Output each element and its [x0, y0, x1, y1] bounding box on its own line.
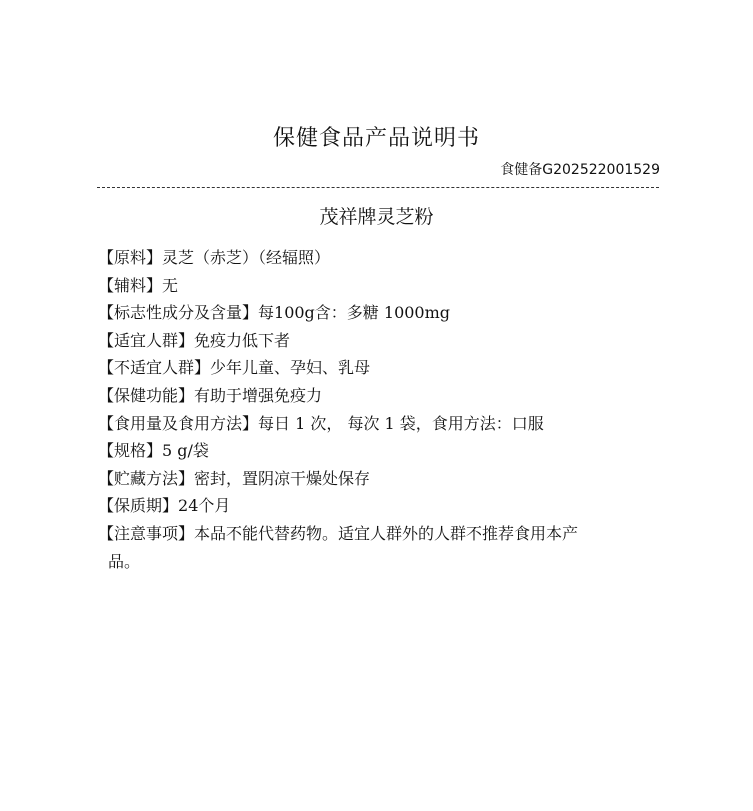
- field-unsuitable-population: [98, 354, 660, 382]
- document-title: 保健食品产品说明书: [272, 126, 480, 151]
- field-value: 24个月: [178, 496, 231, 516]
- field-label: 【规格】: [98, 441, 163, 461]
- field-suitable-population: [98, 327, 660, 355]
- field-health-function: [98, 382, 660, 410]
- product-name: 茂祥牌灵芝粉: [319, 206, 434, 228]
- field-label: 【原料】: [98, 248, 163, 267]
- field-dosage: [98, 410, 660, 438]
- field-label: 【辅料】: [98, 275, 163, 295]
- field-label: 【不适宜人群】: [98, 358, 211, 378]
- field-label: 【注意事项】: [98, 523, 195, 543]
- field-value: 每日 1 次， 每次 1 袋，食用方法：口服: [258, 413, 544, 433]
- field-value: 有助于增强免疫力: [194, 385, 323, 405]
- field-label: 【适宜人群】: [98, 330, 195, 350]
- field-list: [98, 244, 660, 575]
- field-excipients: [98, 272, 660, 300]
- field-value-continued: 品。: [108, 551, 141, 571]
- field-value: 5 g/袋: [162, 441, 209, 461]
- divider-line: [97, 187, 659, 188]
- field-ingredients: [98, 244, 660, 272]
- field-value: 密封，置阴凉干燥处保存: [194, 468, 371, 488]
- field-label: 【贮藏方法】: [98, 468, 195, 488]
- field-specification: [98, 437, 660, 465]
- field-value: 免疫力低下者: [194, 330, 291, 350]
- field-value: 少年儿童、孕妇、乳母: [210, 358, 371, 378]
- field-label: 【保质期】: [98, 496, 179, 516]
- field-value: 灵芝（赤芝）（经辐照）: [162, 248, 331, 267]
- field-label: 【食用量及食用方法】: [98, 413, 259, 433]
- field-marker-content: [98, 299, 660, 327]
- field-value: 本品不能代替药物。适宜人群外的人群不推荐食用本产: [194, 523, 579, 543]
- field-shelf-life: [98, 492, 660, 520]
- field-label: 【标志性成分及含量】: [98, 303, 259, 323]
- field-value: 每100g含：多糖 1000mg: [258, 303, 451, 323]
- field-storage: [98, 465, 660, 493]
- field-value: 无: [162, 275, 179, 295]
- registration-number: 食健备G202522001529: [500, 162, 660, 178]
- field-precautions: [98, 520, 660, 575]
- field-label: 【保健功能】: [98, 385, 195, 405]
